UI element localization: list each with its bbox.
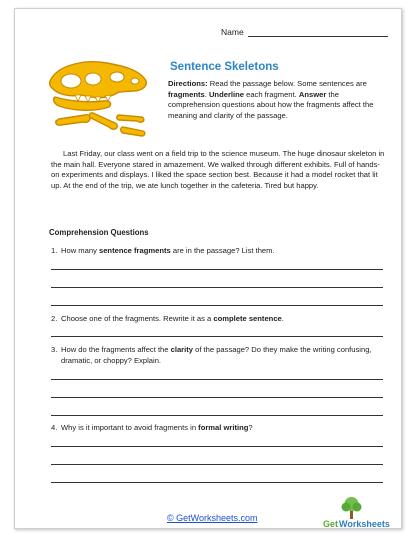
question-text — [61, 345, 379, 366]
question-text-part: are in the passage? List them. — [170, 246, 275, 255]
answer-line[interactable] — [51, 446, 383, 447]
directions-part-1: Read the passage below. Some sentences are — [207, 79, 367, 88]
question-number: 4. — [51, 423, 58, 432]
name-label: Name — [221, 27, 244, 37]
directions-text — [168, 79, 384, 121]
question-number: 2. — [51, 314, 58, 323]
question-text — [61, 314, 379, 325]
name-blank-line[interactable] — [248, 27, 388, 37]
directions-bold-answer: Answer — [298, 89, 327, 99]
question-number: 1. — [51, 246, 58, 255]
answer-line[interactable] — [51, 336, 383, 337]
question-bold-term: formal writing — [198, 423, 249, 432]
question-number: 3. — [51, 345, 58, 354]
directions-bold-fragments: fragments — [168, 89, 205, 99]
question-text-part: Why is it important to avoid fragments in — [61, 423, 199, 432]
question-text-part: of the passage? Do they make the writing confusing, dramatic, or choppy? Explain. — [61, 345, 372, 365]
directions-part-2: . — [204, 89, 209, 99]
directions-part-3: each fragment. — [243, 89, 299, 99]
worksheet-title: Sentence Skeletons — [170, 61, 279, 73]
directions-bold-underline: Underline — [208, 89, 244, 99]
answer-line[interactable] — [51, 415, 383, 416]
answer-line[interactable] — [51, 379, 383, 380]
question-text — [61, 423, 379, 434]
question-1 — [51, 246, 383, 257]
directions-part-4: the comprehension questions about how the fragments affect the meaning and clarity of the passage. — [168, 89, 374, 120]
answer-line[interactable] — [51, 269, 383, 270]
question-bold-term: clarity — [170, 345, 193, 354]
question-4 — [51, 423, 383, 434]
comprehension-heading: Comprehension Questions — [49, 228, 149, 237]
directions-label: Directions: — [168, 79, 208, 88]
answer-line[interactable] — [51, 287, 383, 288]
question-text-part: . — [281, 314, 284, 323]
question-text-part: ? — [248, 423, 253, 432]
logo-text-get: Get — [323, 519, 339, 529]
answer-line[interactable] — [51, 397, 383, 398]
logo-text-worksheets: Worksheets — [339, 519, 390, 529]
worksheet-page — [14, 8, 402, 529]
question-bold-term: sentence fragments — [98, 246, 171, 255]
question-text — [61, 246, 379, 257]
answer-line[interactable] — [51, 482, 383, 483]
tree-icon — [342, 497, 362, 519]
getworksheets-link[interactable]: © GetWorksheets.com — [167, 513, 258, 523]
question-bold-term: complete sentence — [213, 314, 282, 323]
question-3 — [51, 345, 383, 366]
dinosaur-skull-illustration — [45, 57, 155, 139]
answer-line[interactable] — [51, 305, 383, 306]
getworksheets-logo — [321, 495, 390, 531]
answer-line[interactable] — [51, 464, 383, 465]
question-2 — [51, 314, 383, 325]
question-text-part: How do the fragments affect the — [61, 345, 171, 354]
question-text-part: Choose one of the fragments. Rewrite it as a — [61, 314, 214, 323]
question-text-part: How many — [61, 246, 99, 255]
reading-passage: Last Friday, our class went on a field trip to the science museum. The huge dinosaur skeleton in the main hall. Everyone stared in amazement. We walked through different exhibits. Full of hands-on experiments and displays. I liked the space section best. Because it had a model rocket that lit up. At the end of the trip, we ate lunch together in the cafeteria. Tired but happy. — [51, 149, 385, 190]
name-field[interactable] — [221, 27, 388, 37]
